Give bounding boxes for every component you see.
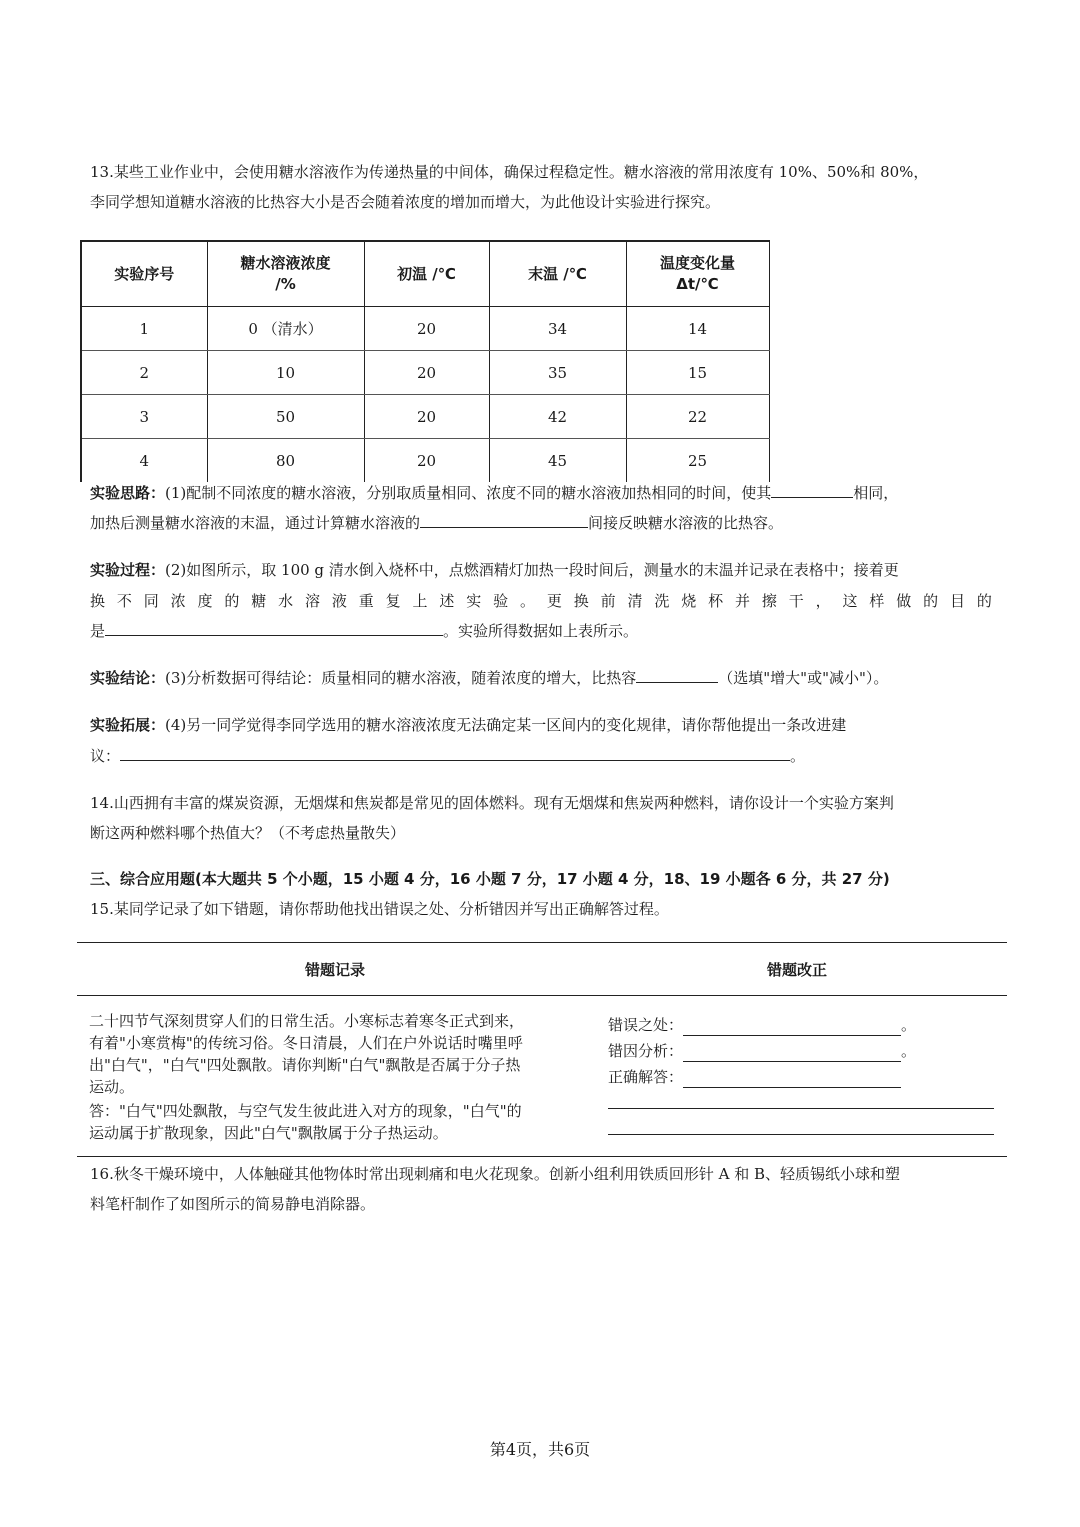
- process-char: 。: [520, 592, 536, 610]
- process-char: 的: [976, 592, 992, 610]
- process-char: 擦: [761, 592, 777, 610]
- process-char: 浓: [170, 592, 186, 610]
- process-char: 水: [278, 592, 294, 610]
- table-header-cell: 末温 /℃: [489, 241, 626, 307]
- section-3-title: 三、综合应用题(本大题共 5 个小题，15 小题 4 分，16 小题 7 分，17 小题 4 分，18、19 小题各 6 分，共 27 分): [90, 870, 890, 888]
- record-line: 二十四节气深刻贯穿人们的日常生活。小寒标志着寒冬正式到来，: [89, 1012, 525, 1030]
- table-row: [81, 395, 769, 439]
- conclusion-line: [90, 667, 888, 689]
- process-char: 目: [950, 592, 966, 610]
- process-char: 换: [90, 592, 106, 610]
- process-char: 并: [735, 592, 751, 610]
- error-table-header: [77, 943, 1007, 996]
- error-correction-table: [77, 942, 1007, 1157]
- table-cell: 50: [207, 395, 364, 439]
- fix-cause-label: 错因分析：: [608, 1042, 684, 1060]
- process-char: 前: [600, 592, 616, 610]
- experiment-table: [80, 240, 770, 482]
- extension-answer-blank[interactable]: [120, 745, 790, 761]
- error-answer-text: [89, 1100, 589, 1144]
- process-char: 干: [788, 592, 804, 610]
- extension-label: 实验拓展：: [90, 716, 166, 734]
- process-char: 杯: [708, 592, 724, 610]
- process-char: 重: [358, 592, 374, 610]
- table-row: [81, 439, 769, 483]
- table-cell: 14: [626, 307, 769, 351]
- error-record-text: [89, 1010, 589, 1098]
- extension-text-1: (4)另一同学觉得李同学选用的糖水溶液浓度无法确定某一区间内的变化规律，请你帮他提出一条改进建: [165, 716, 847, 734]
- answer-line-1[interactable]: [608, 1108, 994, 1109]
- table-cell: 20: [364, 439, 489, 483]
- table-header-cell: 实验序号: [81, 241, 207, 307]
- q15-line-1: 15.某同学记录了如下错题，请你帮助他找出错误之处、分析错因并写出正确解答过程。: [90, 900, 669, 918]
- q14-line-2: 断这两种燃料哪个热值大？（不考虑热量散失）: [90, 824, 406, 842]
- fix-correct-label: 正确解答：: [608, 1068, 684, 1086]
- process-char: 烧: [681, 592, 697, 610]
- table-cell: 3: [81, 395, 207, 439]
- conclusion-answer-blank[interactable]: [636, 667, 718, 683]
- table-cell: 0 （清水）: [207, 307, 364, 351]
- process-char: 验: [493, 592, 509, 610]
- process-char: 这: [842, 592, 858, 610]
- idea-answer-blank-2[interactable]: [420, 512, 588, 528]
- fix-cause-blank[interactable]: [683, 1045, 901, 1062]
- fix-error-period: 。: [901, 1016, 917, 1034]
- table-body: [81, 307, 769, 483]
- conclusion-label: 实验结论：: [90, 669, 166, 687]
- process-char: 样: [869, 592, 885, 610]
- fix-correct-blank[interactable]: [683, 1071, 901, 1088]
- process-char: 上: [412, 592, 428, 610]
- fix-cause-row: [608, 1040, 916, 1062]
- process-answer-blank[interactable]: [105, 620, 443, 636]
- table-cell: 34: [489, 307, 626, 351]
- table-header-cell: 初温 /℃: [364, 241, 489, 307]
- table-cell: 2: [81, 351, 207, 395]
- record-line: 运动。: [89, 1078, 135, 1096]
- process-char: ，: [815, 592, 831, 610]
- process-text-1: (2)如图所示，取 100 g 清水倒入烧杯中，点燃酒精灯加热一段时间后，测量水的末温并记录在表格中；接着更: [165, 561, 899, 579]
- error-table-body: [77, 996, 1007, 1157]
- process-char: 更: [546, 592, 562, 610]
- table-cell: 20: [364, 395, 489, 439]
- table-cell: 80: [207, 439, 364, 483]
- idea-text-1b: 相同，: [853, 484, 899, 502]
- table-cell: 20: [364, 307, 489, 351]
- process-text-3a: 是: [90, 622, 106, 640]
- process-char: 实: [466, 592, 482, 610]
- process-char: 的: [923, 592, 939, 610]
- idea-label: 实验思路：: [90, 484, 166, 502]
- extension-line-1: [90, 714, 846, 736]
- fix-cause-period: 。: [901, 1042, 917, 1060]
- process-char: 述: [439, 592, 455, 610]
- idea-line-1: [90, 482, 898, 504]
- table-row: [81, 351, 769, 395]
- q14-line-1: 14.山西拥有丰富的煤炭资源，无烟煤和焦炭都是常见的固体燃料。现有无烟煤和焦炭两种燃料，请你设计一个实验方案判: [90, 794, 894, 812]
- fix-correct-row: [608, 1066, 901, 1088]
- table-cell: 20: [364, 351, 489, 395]
- process-char: 糖: [251, 592, 267, 610]
- process-char: 洗: [654, 592, 670, 610]
- process-line-1: [90, 559, 899, 581]
- process-char: 溶: [305, 592, 321, 610]
- idea-answer-blank-1[interactable]: [771, 482, 853, 498]
- table-header-cell: 温度变化量 Δt/℃: [626, 241, 769, 307]
- header-error-record: 错题记录: [305, 961, 366, 979]
- process-char: 的: [224, 592, 240, 610]
- table-cell: 25: [626, 439, 769, 483]
- extension-text-2b: 。: [790, 747, 806, 765]
- table-cell: 35: [489, 351, 626, 395]
- q13-line-1: 13.某些工业作业中，会使用糖水溶液作为传递热量的中间体，确保过程稳定性。糖水溶液的常用浓度有 10%、50%和 80%，: [90, 163, 929, 181]
- table-row: [81, 307, 769, 351]
- process-char: 换: [573, 592, 589, 610]
- answer-line: 运动属于扩散现象，因此"白气"飘散属于分子热运动。: [89, 1124, 448, 1142]
- process-line-3: [90, 620, 638, 642]
- idea-text-1: (1)配制不同浓度的糖水溶液，分别取质量相同、浓度不同的糖水溶液加热相同的时间，使其: [165, 484, 772, 502]
- process-char: 液: [331, 592, 347, 610]
- process-text-3b: 。实验所得数据如上表所示。: [443, 622, 639, 640]
- q13-line-2: 李同学想知道糖水溶液的比热容大小是否会随着浓度的增加而增大，为此他设计实验进行探究。: [90, 193, 721, 211]
- fix-error-row: [608, 1014, 916, 1036]
- q16-line-1: 16.秋冬干燥环境中，人体触碰其他物体时常出现刺痛和电火花现象。创新小组利用铁质回形针 A 和 B、轻质锡纸小球和塑: [90, 1165, 901, 1183]
- process-char: 同: [143, 592, 159, 610]
- fix-error-label: 错误之处：: [608, 1016, 684, 1034]
- fix-error-blank[interactable]: [683, 1019, 901, 1036]
- table-header-cell: 糖水溶液浓度 /%: [207, 241, 364, 307]
- extension-text-2a: 议：: [90, 747, 121, 765]
- table-cell: 1: [81, 307, 207, 351]
- table-cell: 22: [626, 395, 769, 439]
- answer-line-2[interactable]: [608, 1134, 994, 1135]
- table-cell: 4: [81, 439, 207, 483]
- process-line-2: [90, 590, 992, 612]
- process-char: 清: [627, 592, 643, 610]
- page-number: 第4页，共6页: [489, 1440, 591, 1459]
- idea-line-2: [90, 512, 783, 534]
- idea-text-2b: 间接反映糖水溶液的比热容。: [588, 514, 784, 532]
- process-label: 实验过程：: [90, 561, 166, 579]
- conclusion-text-b: （选填"增大"或"减小"）。: [718, 669, 889, 687]
- table-header-row: [81, 241, 769, 307]
- table-cell: 42: [489, 395, 626, 439]
- conclusion-text: (3)分析数据可得结论：质量相同的糖水溶液，随着浓度的增大，比热容: [165, 669, 637, 687]
- q16-line-2: 料笔杆制作了如图所示的简易静电消除器。: [90, 1195, 376, 1213]
- process-char: 度: [197, 592, 213, 610]
- process-char: 不: [116, 592, 132, 610]
- table-cell: 10: [207, 351, 364, 395]
- answer-line: 答："白气"四处飘散，与空气发生彼此进入对方的现象，"白气"的: [89, 1102, 522, 1120]
- record-line: 出"白气"，"白气"四处飘散。请你判断"白气"飘散是否属于分子热: [89, 1056, 521, 1074]
- table-cell: 45: [489, 439, 626, 483]
- extension-line-2: [90, 745, 805, 767]
- idea-text-2: 加热后测量糖水溶液的末温，通过计算糖水溶液的: [90, 514, 421, 532]
- process-char: 做: [896, 592, 912, 610]
- table-cell: 15: [626, 351, 769, 395]
- process-char: 复: [385, 592, 401, 610]
- record-line: 有着"小寒赏梅"的传统习俗。冬日清晨，人们在户外说话时嘴里呼: [89, 1034, 523, 1052]
- header-error-fix: 错题改正: [767, 961, 828, 979]
